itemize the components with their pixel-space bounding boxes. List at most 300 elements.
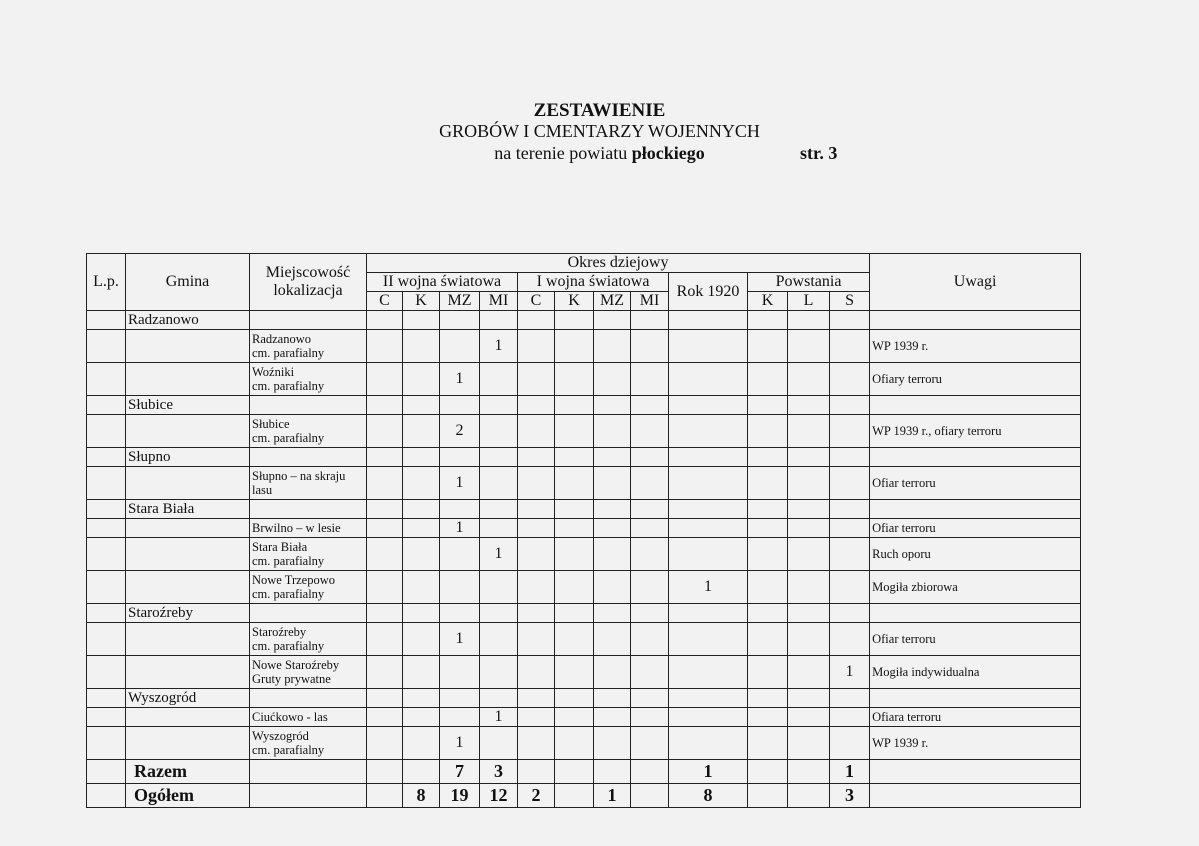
count-cell — [594, 623, 631, 656]
header-rok1920: Rok 1920 — [669, 273, 748, 311]
count-cell — [748, 330, 788, 363]
count-cell — [367, 623, 403, 656]
lp-cell — [87, 330, 126, 363]
count-cell — [518, 467, 555, 500]
empty-cell — [594, 311, 631, 330]
empty-cell — [870, 448, 1081, 467]
table-row — [87, 415, 1081, 448]
total-count-cell — [631, 760, 669, 784]
count-cell — [748, 415, 788, 448]
count-cell — [518, 708, 555, 727]
count-cell — [480, 571, 518, 604]
count-cell — [830, 519, 870, 538]
count-cell — [631, 415, 669, 448]
lp-cell — [87, 571, 126, 604]
count-cell — [555, 415, 594, 448]
location-cell: Brwilno – w lesie — [250, 519, 367, 538]
document-header — [0, 100, 1199, 164]
count-cell — [518, 656, 555, 689]
location-cell: Staroźreby cm. parafialny — [250, 623, 367, 656]
count-cell — [594, 538, 631, 571]
table-body — [87, 311, 1081, 808]
remarks-cell: WP 1939 r. — [870, 330, 1081, 363]
count-cell — [403, 467, 440, 500]
title-line-2: GROBÓW I CMENTARZY WOJENNYCH — [439, 121, 760, 141]
gmina-row — [87, 448, 1081, 467]
count-cell — [830, 571, 870, 604]
empty-cell — [250, 500, 367, 519]
count-cell — [669, 363, 748, 396]
location-cell: Nowe Trzepowo cm. parafialny — [250, 571, 367, 604]
remarks-cell: Ofiar terroru — [870, 519, 1081, 538]
count-cell — [748, 571, 788, 604]
header-ww1-mz: MZ — [594, 292, 631, 311]
empty-cell — [631, 689, 669, 708]
count-cell — [788, 656, 830, 689]
count-cell — [440, 708, 480, 727]
lp-cell — [87, 415, 126, 448]
count-cell: 1 — [440, 623, 480, 656]
empty-cell — [788, 604, 830, 623]
gmina-row — [87, 396, 1081, 415]
empty-cell — [631, 396, 669, 415]
count-cell — [631, 656, 669, 689]
empty-cell — [870, 500, 1081, 519]
total-count-cell — [748, 760, 788, 784]
header-ww2-k: K — [403, 292, 440, 311]
district-name: płockiego — [631, 143, 705, 163]
table-row — [87, 363, 1081, 396]
count-cell — [403, 519, 440, 538]
empty-cell — [748, 396, 788, 415]
count-cell — [480, 363, 518, 396]
lp-cell — [87, 467, 126, 500]
count-cell: 1 — [440, 727, 480, 760]
count-cell — [788, 538, 830, 571]
empty-cell — [250, 760, 367, 784]
count-cell — [631, 519, 669, 538]
location-cell: Słupno – na skraju lasu — [250, 467, 367, 500]
count-cell — [594, 363, 631, 396]
count-cell — [403, 330, 440, 363]
table-row — [87, 538, 1081, 571]
empty-cell — [555, 689, 594, 708]
table-row — [87, 330, 1081, 363]
count-cell — [669, 656, 748, 689]
empty-cell — [555, 311, 594, 330]
title-line-3 — [0, 142, 1199, 164]
total-count-cell — [403, 760, 440, 784]
count-cell — [788, 623, 830, 656]
location-cell: Radzanowo cm. parafialny — [250, 330, 367, 363]
count-cell — [403, 363, 440, 396]
count-cell: 1 — [440, 519, 480, 538]
count-cell — [480, 656, 518, 689]
table-row — [87, 623, 1081, 656]
count-cell — [631, 467, 669, 500]
header-ww2-mz: MZ — [440, 292, 480, 311]
lp-cell — [87, 500, 126, 519]
count-cell — [594, 571, 631, 604]
empty-cell — [669, 689, 748, 708]
gmina-row — [87, 500, 1081, 519]
empty-cell — [440, 311, 480, 330]
empty-cell — [669, 396, 748, 415]
count-cell — [367, 415, 403, 448]
header-miejscowosc: Miejscowość lokalizacja — [250, 254, 367, 311]
empty-cell — [250, 689, 367, 708]
empty-cell — [748, 689, 788, 708]
empty-cell — [748, 311, 788, 330]
count-cell — [440, 538, 480, 571]
lp-cell — [87, 689, 126, 708]
gmina-name: Staroźreby — [126, 604, 250, 623]
lp-cell — [87, 363, 126, 396]
count-cell — [594, 656, 631, 689]
remarks-cell: Ofiar terroru — [870, 623, 1081, 656]
count-cell — [518, 727, 555, 760]
count-cell — [631, 623, 669, 656]
remarks-cell: Ruch oporu — [870, 538, 1081, 571]
empty-cell — [518, 500, 555, 519]
empty-cell — [250, 784, 367, 808]
total-count-cell — [594, 760, 631, 784]
empty-cell — [403, 448, 440, 467]
header-gmina: Gmina — [126, 254, 250, 311]
header-pow-l: L — [788, 292, 830, 311]
table-row — [87, 727, 1081, 760]
count-cell — [555, 467, 594, 500]
remarks-cell: Mogiła indywidualna — [870, 656, 1081, 689]
grand-total-row — [87, 784, 1081, 808]
empty-cell — [830, 604, 870, 623]
count-cell — [367, 708, 403, 727]
total-count-cell: 19 — [440, 784, 480, 808]
count-cell — [440, 571, 480, 604]
gmina-cell — [126, 623, 250, 656]
title-line-3-prefix: na terenie powiatu — [494, 143, 628, 163]
count-cell — [367, 519, 403, 538]
empty-cell — [669, 604, 748, 623]
empty-cell — [870, 760, 1081, 784]
gmina-name: Radzanowo — [126, 311, 250, 330]
lp-cell — [87, 519, 126, 538]
empty-cell — [555, 604, 594, 623]
gmina-cell — [126, 656, 250, 689]
count-cell — [830, 467, 870, 500]
page-number: str. 3 — [800, 143, 838, 163]
count-cell — [555, 363, 594, 396]
total-count-cell — [748, 784, 788, 808]
total-count-cell — [631, 784, 669, 808]
empty-cell — [555, 500, 594, 519]
empty-cell — [440, 396, 480, 415]
empty-cell — [594, 396, 631, 415]
empty-cell — [480, 689, 518, 708]
count-cell — [518, 623, 555, 656]
count-cell — [788, 363, 830, 396]
location-cell: Stara Biała cm. parafialny — [250, 538, 367, 571]
count-cell — [669, 708, 748, 727]
count-cell: 1 — [480, 708, 518, 727]
remarks-cell: Ofiar terroru — [870, 467, 1081, 500]
lp-cell — [87, 311, 126, 330]
count-cell — [631, 538, 669, 571]
table-row — [87, 467, 1081, 500]
total-count-cell: 3 — [480, 760, 518, 784]
gmina-name: Stara Biała — [126, 500, 250, 519]
count-cell — [748, 623, 788, 656]
count-cell — [367, 330, 403, 363]
empty-cell — [403, 311, 440, 330]
total-count-cell: 7 — [440, 760, 480, 784]
gmina-name: Słupno — [126, 448, 250, 467]
count-cell — [669, 467, 748, 500]
total-count-cell: 3 — [830, 784, 870, 808]
count-cell — [480, 519, 518, 538]
count-cell — [518, 519, 555, 538]
empty-cell — [669, 500, 748, 519]
count-cell — [367, 656, 403, 689]
total-count-cell — [555, 784, 594, 808]
count-cell — [830, 415, 870, 448]
location-cell: Słubice cm. parafialny — [250, 415, 367, 448]
gmina-cell — [126, 538, 250, 571]
count-cell — [403, 708, 440, 727]
empty-cell — [788, 311, 830, 330]
empty-cell — [518, 448, 555, 467]
count-cell — [748, 519, 788, 538]
count-cell — [367, 727, 403, 760]
lp-cell — [87, 604, 126, 623]
count-cell — [788, 467, 830, 500]
count-cell: 1 — [830, 656, 870, 689]
count-cell — [594, 708, 631, 727]
total-count-cell — [367, 760, 403, 784]
empty-cell — [555, 396, 594, 415]
count-cell: 1 — [440, 467, 480, 500]
count-cell — [367, 363, 403, 396]
count-cell — [403, 727, 440, 760]
count-cell — [788, 330, 830, 363]
lp-cell — [87, 538, 126, 571]
count-cell — [748, 727, 788, 760]
count-cell — [631, 330, 669, 363]
gmina-cell — [126, 708, 250, 727]
count-cell — [631, 708, 669, 727]
gmina-cell — [126, 571, 250, 604]
count-cell — [555, 623, 594, 656]
table-row — [87, 571, 1081, 604]
empty-cell — [748, 604, 788, 623]
count-cell — [480, 415, 518, 448]
count-cell — [440, 330, 480, 363]
total-label: Ogółem — [126, 784, 250, 808]
gmina-cell — [126, 467, 250, 500]
empty-cell — [367, 396, 403, 415]
empty-cell — [250, 396, 367, 415]
empty-cell — [631, 500, 669, 519]
count-cell — [518, 363, 555, 396]
empty-cell — [830, 396, 870, 415]
empty-cell — [367, 689, 403, 708]
count-cell — [631, 363, 669, 396]
header-ww2-c: C — [367, 292, 403, 311]
empty-cell — [830, 500, 870, 519]
total-count-cell — [518, 760, 555, 784]
empty-cell — [830, 689, 870, 708]
count-cell — [367, 538, 403, 571]
total-label: Razem — [126, 760, 250, 784]
count-cell — [555, 727, 594, 760]
count-cell — [518, 571, 555, 604]
count-cell — [669, 415, 748, 448]
gmina-row — [87, 604, 1081, 623]
count-cell — [748, 538, 788, 571]
count-cell — [403, 571, 440, 604]
empty-cell — [518, 604, 555, 623]
empty-cell — [480, 500, 518, 519]
table-row — [87, 519, 1081, 538]
remarks-cell: Ofiara terroru — [870, 708, 1081, 727]
empty-cell — [440, 604, 480, 623]
count-cell — [594, 415, 631, 448]
empty-cell — [440, 689, 480, 708]
total-count-cell: 1 — [669, 760, 748, 784]
gmina-cell — [126, 727, 250, 760]
header-ww1-mi: MI — [631, 292, 669, 311]
count-cell — [555, 519, 594, 538]
count-cell — [594, 330, 631, 363]
count-cell — [555, 330, 594, 363]
count-cell — [669, 330, 748, 363]
count-cell — [830, 538, 870, 571]
gmina-row — [87, 311, 1081, 330]
count-cell: 1 — [669, 571, 748, 604]
count-cell — [403, 656, 440, 689]
empty-cell — [830, 448, 870, 467]
lp-cell — [87, 727, 126, 760]
count-cell: 2 — [440, 415, 480, 448]
count-cell — [403, 415, 440, 448]
count-cell — [367, 571, 403, 604]
count-cell: 1 — [480, 538, 518, 571]
empty-cell — [631, 311, 669, 330]
count-cell — [631, 727, 669, 760]
header-ww1: I wojna światowa — [518, 273, 669, 292]
header-lp: L.p. — [87, 254, 126, 311]
empty-cell — [250, 448, 367, 467]
empty-cell — [480, 448, 518, 467]
location-cell: Ciućkowo - las — [250, 708, 367, 727]
gmina-cell — [126, 415, 250, 448]
count-cell — [788, 415, 830, 448]
count-cell — [788, 708, 830, 727]
count-cell — [555, 708, 594, 727]
count-cell — [830, 727, 870, 760]
empty-cell — [518, 311, 555, 330]
table-row — [87, 656, 1081, 689]
total-count-cell: 12 — [480, 784, 518, 808]
header-ww2-mi: MI — [480, 292, 518, 311]
empty-cell — [594, 689, 631, 708]
header-ww2: II wojna światowa — [367, 273, 518, 292]
count-cell — [403, 623, 440, 656]
empty-cell — [555, 448, 594, 467]
total-count-cell — [788, 784, 830, 808]
empty-cell — [518, 689, 555, 708]
total-count-cell — [367, 784, 403, 808]
header-okres: Okres dziejowy — [367, 254, 870, 273]
empty-cell — [669, 448, 748, 467]
empty-cell — [367, 448, 403, 467]
empty-cell — [788, 448, 830, 467]
location-cell: Woźniki cm. parafialny — [250, 363, 367, 396]
subtotal-row — [87, 760, 1081, 784]
empty-cell — [403, 604, 440, 623]
title-line-1: ZESTAWIENIE — [533, 100, 666, 121]
count-cell — [830, 623, 870, 656]
gmina-row — [87, 689, 1081, 708]
gmina-name: Słubice — [126, 396, 250, 415]
lp-cell — [87, 784, 126, 808]
count-cell — [480, 467, 518, 500]
lp-cell — [87, 760, 126, 784]
lp-cell — [87, 708, 126, 727]
count-cell — [830, 708, 870, 727]
location-cell: Nowe Staroźreby Gruty prywatne — [250, 656, 367, 689]
empty-cell — [518, 396, 555, 415]
gmina-cell — [126, 330, 250, 363]
header-ww1-c: C — [518, 292, 555, 311]
empty-cell — [367, 604, 403, 623]
count-cell — [403, 538, 440, 571]
count-cell: 1 — [480, 330, 518, 363]
count-cell: 1 — [440, 363, 480, 396]
count-cell — [440, 656, 480, 689]
count-cell — [748, 656, 788, 689]
header-pow-k: K — [748, 292, 788, 311]
remarks-cell: Mogiła zbiorowa — [870, 571, 1081, 604]
lp-cell — [87, 656, 126, 689]
empty-cell — [403, 500, 440, 519]
count-cell — [518, 415, 555, 448]
count-cell — [788, 727, 830, 760]
total-count-cell: 2 — [518, 784, 555, 808]
empty-cell — [594, 448, 631, 467]
empty-cell — [367, 311, 403, 330]
count-cell — [555, 656, 594, 689]
total-count-cell: 8 — [403, 784, 440, 808]
empty-cell — [870, 689, 1081, 708]
empty-cell — [788, 689, 830, 708]
remarks-cell: Ofiary terroru — [870, 363, 1081, 396]
total-count-cell — [555, 760, 594, 784]
empty-cell — [870, 311, 1081, 330]
header-uwagi: Uwagi — [870, 254, 1081, 311]
empty-cell — [440, 500, 480, 519]
count-cell — [555, 538, 594, 571]
empty-cell — [870, 784, 1081, 808]
location-cell: Wyszogród cm. parafialny — [250, 727, 367, 760]
count-cell — [594, 467, 631, 500]
count-cell — [555, 571, 594, 604]
total-count-cell — [788, 760, 830, 784]
remarks-cell: WP 1939 r. — [870, 727, 1081, 760]
count-cell — [748, 708, 788, 727]
total-count-cell: 1 — [830, 760, 870, 784]
empty-cell — [870, 396, 1081, 415]
